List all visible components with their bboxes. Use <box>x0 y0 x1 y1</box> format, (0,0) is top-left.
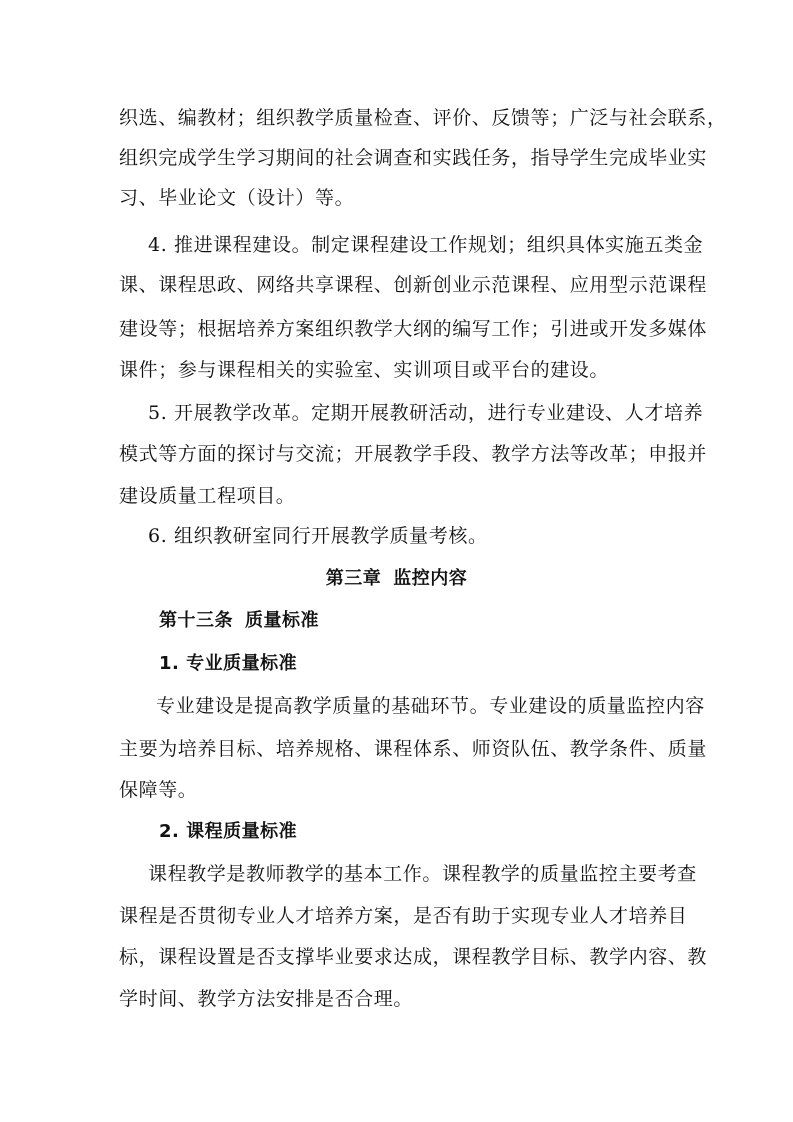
intro-line-1: 织选、编教材；组织教学质量检查、评价、反馈等；广泛与社会联系， <box>119 107 727 129</box>
section1-line-3: 保障等。 <box>119 779 198 801</box>
chapter-number: 第三章 <box>325 568 382 589</box>
article-number: 第十三条 <box>159 610 233 631</box>
item5-line-1: 5. 开展教学改革。定期开展教研活动，进行专业建设、人才培养 <box>148 402 704 424</box>
item4-line-4: 课件；参与课程相关的实验室、实训项目或平台的建设。 <box>119 359 610 381</box>
section1-title: 1. 专业质量标准 <box>159 653 298 674</box>
article-title <box>0 608 793 634</box>
article-name: 质量标准 <box>245 610 319 631</box>
section1-line-1: 专业建设是提高教学质量的基础环节。专业建设的质量监控内容 <box>156 695 705 717</box>
section2-line-4: 学时间、教学方法安排是否合理。 <box>119 988 414 1010</box>
section2-line-1: 课程教学是教师教学的基本工作。课程教学的质量监控主要考查 <box>148 863 697 885</box>
section1-line-2: 主要为培养目标、培养规格、课程体系、师资队伍、教学条件、质量 <box>119 738 708 760</box>
intro-line-3: 习、毕业论文（设计）等。 <box>119 187 355 209</box>
item5-line-2: 模式等方面的探讨与交流；开展教学手段、教学方法等改革；申报并 <box>119 443 708 465</box>
item4-line-3: 建设等；根据培养方案组织教学大纲的编写工作；引进或开发多媒体 <box>119 318 708 340</box>
chapter-title <box>0 566 793 592</box>
item5-line-3: 建设质量工程项目。 <box>119 485 296 507</box>
chapter-name: 监控内容 <box>393 568 468 589</box>
item4-line-1: 4. 推进课程建设。制定课程建设工作规划；组织具体实施五类金 <box>148 234 704 256</box>
item4-line-2: 课、课程思政、网络共享课程、创新创业示范课程、应用型示范课程 <box>119 274 708 296</box>
item6-line: 6. 组织教研室同行开展教学质量考核。 <box>148 525 488 547</box>
section2-title: 2. 课程质量标准 <box>159 821 298 842</box>
section2-line-2: 课程是否贯彻专业人才培养方案，是否有助于实现专业人才培养目 <box>119 905 688 927</box>
section2-line-3: 标，课程设置是否支撑毕业要求达成，课程教学目标、教学内容、教 <box>119 946 708 968</box>
intro-line-2: 组织完成学生学习期间的社会调查和实践任务，指导学生完成毕业实 <box>119 147 708 169</box>
